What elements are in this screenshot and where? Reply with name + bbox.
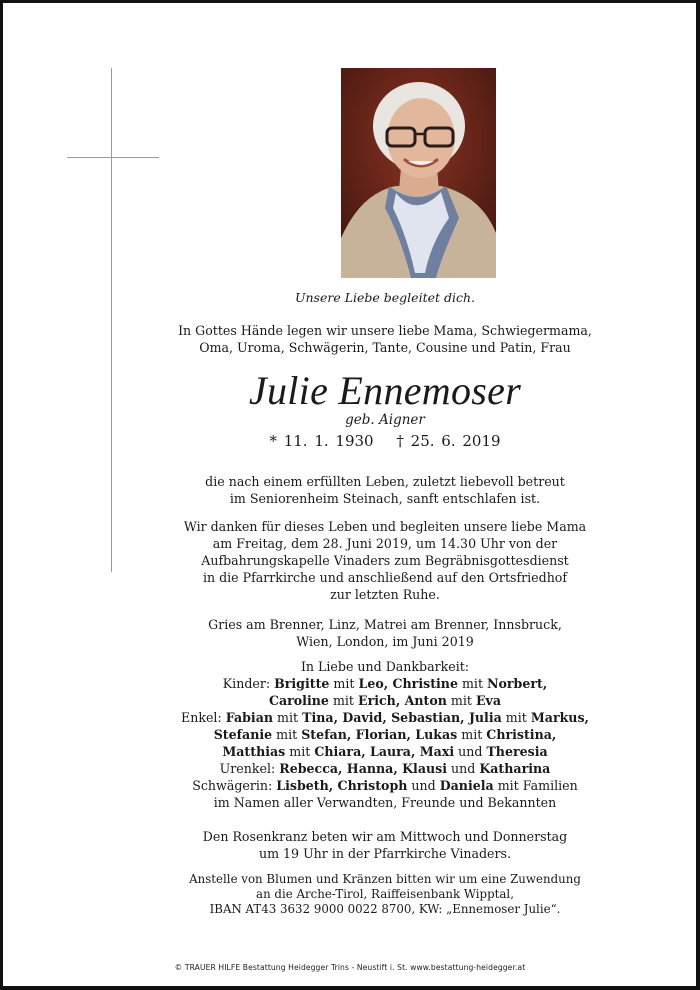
mourner-names: Christina, bbox=[486, 727, 557, 742]
cross-icon-vertical bbox=[111, 68, 112, 572]
mourner-names: Markus, bbox=[530, 710, 589, 725]
rosary-line: Den Rosenkranz beten wir am Mittwoch und Donnerstag bbox=[202, 829, 568, 844]
mourners-line bbox=[170, 794, 600, 811]
mourner-names: Theresia bbox=[486, 744, 548, 759]
mourner-names: Leo, Christine bbox=[358, 676, 458, 691]
mourner-text: Schwägerin: bbox=[192, 778, 277, 793]
mourners-line bbox=[170, 760, 600, 777]
mourner-names: Caroline bbox=[268, 693, 329, 708]
donation-line: Anstelle von Blumen und Kränzen bitten wir um eine Zuwendung bbox=[189, 872, 581, 886]
funeral-line: Wir danken für dieses Leben und begleiten unsere liebe Mama bbox=[183, 519, 587, 534]
mourners-line bbox=[170, 709, 600, 726]
mourner-text: mit bbox=[328, 693, 358, 708]
life-line: im Seniorenheim Steinach, sanft entschlafen ist. bbox=[229, 491, 541, 506]
death-date: † 25. 6. 2019 bbox=[396, 432, 501, 450]
portrait-photo bbox=[341, 68, 496, 278]
rosary-notice bbox=[170, 828, 600, 862]
mourner-names: Daniela bbox=[439, 778, 494, 793]
life-text bbox=[170, 473, 600, 507]
mourner-names: Brigitte bbox=[274, 676, 330, 691]
mourner-text: Enkel: bbox=[181, 710, 226, 725]
mourner-names: Tina, David, Sebastian, Julia bbox=[302, 710, 502, 725]
birth-date: * 11. 1. 1930 bbox=[269, 432, 374, 450]
deceased-name: Julie Ennemoser bbox=[248, 368, 522, 413]
mourner-text: im Namen aller Verwandten, Freunde und Bekannten bbox=[213, 795, 557, 810]
mourner-names: Stefanie bbox=[213, 727, 273, 742]
mourner-text: mit bbox=[273, 710, 303, 725]
mourner-text: mit bbox=[446, 693, 476, 708]
mourner-text: Kinder: bbox=[222, 676, 275, 691]
mourners-line bbox=[170, 743, 600, 760]
mourner-names: Matthias bbox=[222, 744, 286, 759]
mourner-text: mit Familien bbox=[493, 778, 578, 793]
mourner-text: und bbox=[447, 761, 480, 776]
mourner-text: Urenkel: bbox=[219, 761, 280, 776]
donation-line: an die Arche-Tirol, Raiffeisenbank Wipptal, bbox=[256, 887, 514, 901]
motto: Unsere Liebe begleitet dich. bbox=[294, 290, 476, 305]
mourners-line bbox=[170, 777, 600, 794]
footer-credit: © TRAUER HILFE Bestattung Heidegger Trins - Neustift i. St. www.bestattung-heidegger.at bbox=[174, 963, 526, 972]
places-line: Gries am Brenner, Linz, Matrei am Brenner, Innsbruck, bbox=[208, 617, 562, 632]
places-date bbox=[170, 616, 600, 650]
places-line: Wien, London, im Juni 2019 bbox=[296, 634, 474, 649]
donation-notice bbox=[170, 872, 600, 917]
funeral-line: Aufbahrungskapelle Vinaders zum Begräbnisgottesdienst bbox=[201, 553, 569, 568]
funeral-line: am Freitag, dem 28. Juni 2019, um 14.30 Uhr von der bbox=[212, 536, 558, 551]
life-line: die nach einem erfüllten Leben, zuletzt liebevoll betreut bbox=[205, 474, 565, 489]
mourners-line bbox=[170, 726, 600, 743]
mourner-names: Stefan, Florian, Lukas bbox=[301, 727, 458, 742]
mourner-names: Katharina bbox=[479, 761, 551, 776]
mourner-text: und bbox=[454, 744, 487, 759]
mourner-names: Norbert, bbox=[487, 676, 548, 691]
life-dates bbox=[170, 432, 600, 450]
mourner-text: mit bbox=[285, 744, 315, 759]
mourner-names: Rebecca, Hanna, Klausi bbox=[279, 761, 448, 776]
mourner-text: mit bbox=[329, 676, 359, 691]
mourner-text: mit bbox=[457, 727, 487, 742]
mourners-line bbox=[170, 675, 600, 692]
mourners-list bbox=[170, 658, 600, 811]
mourner-names: Erich, Anton bbox=[357, 693, 447, 708]
mourner-text: und bbox=[407, 778, 440, 793]
rosary-line: um 19 Uhr in der Pfarrkirche Vinaders. bbox=[258, 846, 512, 861]
birth-name: geb. Aigner bbox=[345, 412, 425, 428]
mourners-lines bbox=[170, 675, 600, 811]
funeral-line: in die Pfarrkirche und anschließend auf den Ortsfriedhof bbox=[202, 570, 568, 585]
mourner-names: Fabian bbox=[225, 710, 274, 725]
mourners-heading: In Liebe und Dankbarkeit: bbox=[300, 659, 470, 674]
donation-line: IBAN AT43 3632 9000 0022 8700, KW: „Ennemoser Julie“. bbox=[209, 902, 561, 916]
mourners-line bbox=[170, 692, 600, 709]
intro-line: Oma, Uroma, Schwägerin, Tante, Cousine und Patin, Frau bbox=[199, 340, 571, 355]
intro-text bbox=[170, 322, 600, 356]
funeral-details bbox=[170, 518, 600, 603]
funeral-line: zur letzten Ruhe. bbox=[330, 587, 440, 602]
mourner-names: Chiara, Laura, Maxi bbox=[314, 744, 455, 759]
cross-icon-horizontal bbox=[67, 157, 159, 158]
mourner-names: Eva bbox=[475, 693, 502, 708]
mourner-text: mit bbox=[457, 676, 488, 691]
mourner-names: Lisbeth, Christoph bbox=[276, 778, 408, 793]
mourner-text: mit bbox=[272, 727, 302, 742]
intro-line: In Gottes Hände legen wir unsere liebe Mama, Schwiegermama, bbox=[178, 323, 592, 338]
mourner-text: mit bbox=[501, 710, 531, 725]
